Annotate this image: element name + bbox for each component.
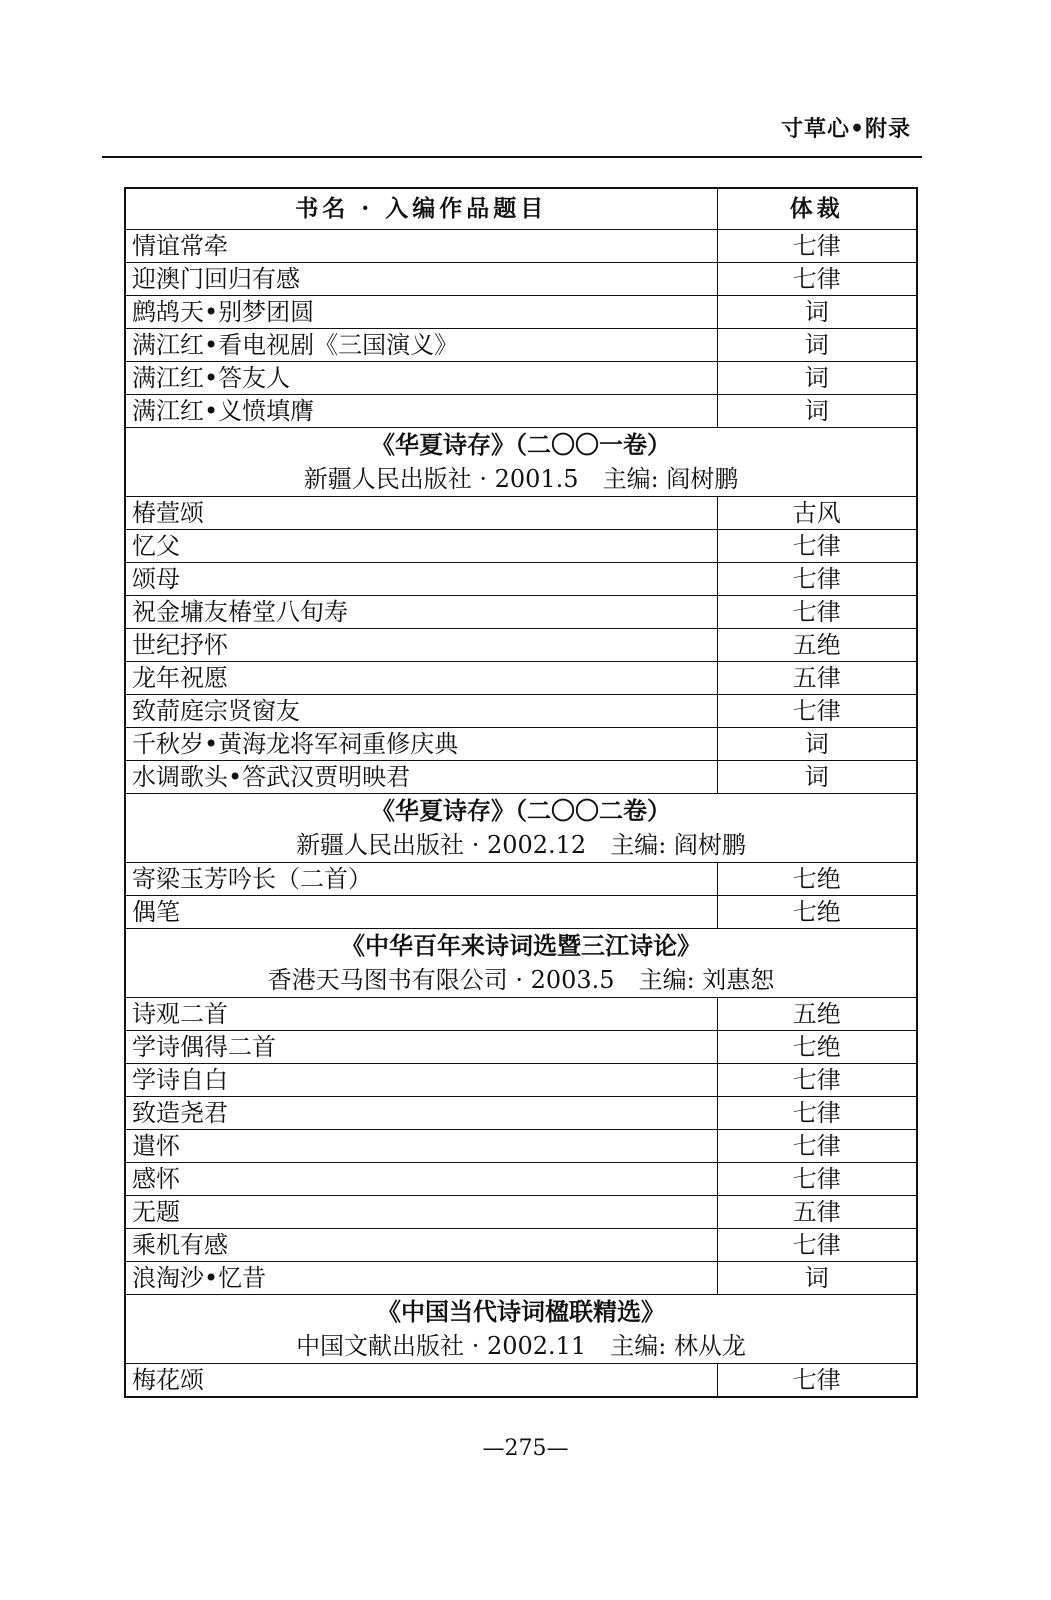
- work-title: 感怀: [125, 1163, 717, 1196]
- work-genre: 五律: [717, 662, 917, 695]
- table-row: [125, 1031, 917, 1064]
- work-title: 椿萱颂: [125, 497, 717, 530]
- work-title: 龙年祝愿: [125, 662, 717, 695]
- book-header-row: [125, 428, 917, 497]
- table-row: [125, 530, 917, 563]
- work-genre: 七律: [717, 530, 917, 563]
- table-row: [125, 998, 917, 1031]
- table-row: [125, 1064, 917, 1097]
- work-title: 祝金墉友椿堂八旬寿: [125, 596, 717, 629]
- work-genre: 古风: [717, 497, 917, 530]
- work-title: 满江红•答友人: [125, 362, 717, 395]
- work-genre: 词: [717, 395, 917, 428]
- book-header-row: [125, 929, 917, 998]
- table-row: [125, 1229, 917, 1262]
- table-row: [125, 896, 917, 929]
- table-row: [125, 1364, 917, 1398]
- work-genre: 五绝: [717, 998, 917, 1031]
- catalog-table: [124, 187, 918, 1398]
- book-header-row: [125, 794, 917, 863]
- column-header-genre: 体裁: [717, 188, 917, 230]
- work-genre: 七律: [717, 695, 917, 728]
- work-title: 无题: [125, 1196, 717, 1229]
- work-title: 偶笔: [125, 896, 717, 929]
- table-row: [125, 863, 917, 896]
- table-row: [125, 695, 917, 728]
- table-row: [125, 728, 917, 761]
- work-genre: 七律: [717, 1064, 917, 1097]
- work-title: 致造尧君: [125, 1097, 717, 1130]
- work-title: 世纪抒怀: [125, 629, 717, 662]
- work-title: 迎澳门回归有感: [125, 263, 717, 296]
- book-header-cell: [125, 1295, 917, 1364]
- work-genre: 七律: [717, 1229, 917, 1262]
- work-title: 寄梁玉芳吟长（二首）: [125, 863, 717, 896]
- work-title: 学诗偶得二首: [125, 1031, 717, 1064]
- table-row: [125, 230, 917, 263]
- work-title: 乘机有感: [125, 1229, 717, 1262]
- book-publisher-info: 香港天马图书有限公司 · 2003.5 主编: 刘惠恕: [267, 966, 775, 994]
- table-row: [125, 1097, 917, 1130]
- work-genre: 七律: [717, 563, 917, 596]
- table-row: [125, 362, 917, 395]
- table-row: [125, 662, 917, 695]
- table-row: [125, 563, 917, 596]
- work-genre: 词: [717, 296, 917, 329]
- table-row: [125, 1163, 917, 1196]
- table-row: [125, 395, 917, 428]
- column-header-title: 书名 · 入编作品题目: [125, 188, 717, 230]
- book-publisher-info: 新疆人民出版社 · 2001.5 主编: 阎树鹏: [303, 465, 739, 493]
- work-genre: 七律: [717, 1364, 917, 1398]
- work-genre: 七绝: [717, 896, 917, 929]
- work-genre: 七律: [717, 596, 917, 629]
- work-genre: 七绝: [717, 863, 917, 896]
- work-genre: 词: [717, 1262, 917, 1295]
- work-genre: 七绝: [717, 1031, 917, 1064]
- book-title: 《华夏诗存》（二〇〇二卷）: [371, 796, 671, 825]
- work-genre: 词: [717, 761, 917, 794]
- book-header-cell: [125, 428, 917, 497]
- table-row: [125, 629, 917, 662]
- table-row: [125, 1196, 917, 1229]
- book-header-cell: [125, 794, 917, 863]
- table-row: [125, 761, 917, 794]
- work-title: 鹧鸪天•别梦团圆: [125, 296, 717, 329]
- table-row: [125, 296, 917, 329]
- work-genre: 词: [717, 329, 917, 362]
- work-genre: 词: [717, 728, 917, 761]
- book-publisher-info: 中国文献出版社 · 2002.11 主编: 林从龙: [296, 1332, 746, 1360]
- work-title: 梅花颂: [125, 1364, 717, 1398]
- table-row: [125, 329, 917, 362]
- work-genre: 七律: [717, 263, 917, 296]
- work-title: 忆父: [125, 530, 717, 563]
- table-row: [125, 263, 917, 296]
- book-title: 《华夏诗存》（二〇〇一卷）: [371, 430, 671, 459]
- work-title: 浪淘沙•忆昔: [125, 1262, 717, 1295]
- work-genre: 七律: [717, 230, 917, 263]
- work-title: 致葥庭宗贤窗友: [125, 695, 717, 728]
- header-rule: [102, 156, 922, 158]
- work-genre: 七律: [717, 1163, 917, 1196]
- running-header: 寸草心•附录: [780, 116, 911, 142]
- table-row: [125, 497, 917, 530]
- work-title: 满江红•看电视剧《三国演义》: [125, 329, 717, 362]
- table-row: [125, 596, 917, 629]
- work-title: 水调歌头•答武汉贾明映君: [125, 761, 717, 794]
- work-title: 遣怀: [125, 1130, 717, 1163]
- work-genre: 七律: [717, 1130, 917, 1163]
- work-title: 满江红•义愤填膺: [125, 395, 717, 428]
- work-genre: 七律: [717, 1097, 917, 1130]
- book-title: 《中华百年来诗词选暨三江诗论》: [341, 931, 701, 960]
- table-row: [125, 1262, 917, 1295]
- work-title: 诗观二首: [125, 998, 717, 1031]
- book-header-row: [125, 1295, 917, 1364]
- table-header-row: [125, 188, 917, 230]
- catalog-body: [125, 230, 917, 1398]
- page-number: —275—: [482, 1436, 569, 1461]
- work-title: 学诗自白: [125, 1064, 717, 1097]
- work-genre: 五绝: [717, 629, 917, 662]
- book-header-cell: [125, 929, 917, 998]
- book-title: 《中国当代诗词楹联精选》: [377, 1297, 665, 1326]
- book-publisher-info: 新疆人民出版社 · 2002.12 主编: 阎树鹏: [296, 831, 746, 859]
- work-title: 千秋岁•黄海龙将军祠重修庆典: [125, 728, 717, 761]
- work-title: 情谊常牵: [125, 230, 717, 263]
- table-row: [125, 1130, 917, 1163]
- work-title: 颂母: [125, 563, 717, 596]
- work-genre: 词: [717, 362, 917, 395]
- work-genre: 五律: [717, 1196, 917, 1229]
